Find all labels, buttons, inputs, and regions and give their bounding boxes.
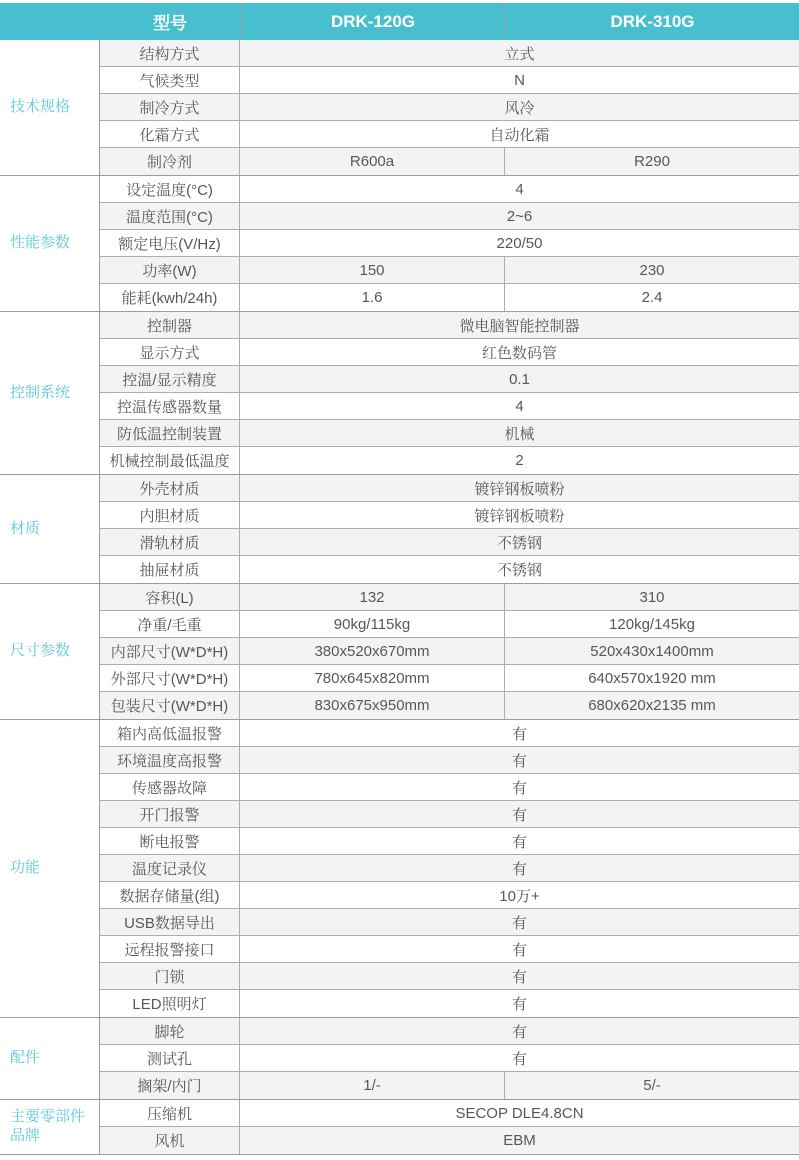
- row-label: 箱内高低温报警: [100, 720, 240, 746]
- category-cell: 技术规格: [0, 40, 100, 175]
- header-col-drk-120g: DRK-120G: [240, 3, 505, 40]
- row-label: 外部尺寸(W*D*H): [100, 665, 240, 691]
- row-label: 断电报警: [100, 828, 240, 854]
- row-value-shared: 有: [511, 1050, 527, 1068]
- row-value-drk-310g: 5/-: [643, 1077, 661, 1094]
- row-label: 净重/毛重: [100, 611, 240, 637]
- spec-row: [100, 828, 799, 855]
- section-rows: [100, 176, 799, 311]
- spec-row: [100, 393, 799, 420]
- spec-row: [100, 638, 799, 665]
- spec-section: [0, 312, 799, 475]
- row-label: 测试孔: [100, 1045, 240, 1071]
- spec-row: [100, 67, 799, 94]
- category-cell: 控制系统: [0, 312, 100, 474]
- row-value-drk-310g: 680x620x2135 mm: [588, 697, 716, 714]
- row-label: 内胆材质: [100, 502, 240, 528]
- row-value-shared: 风冷: [504, 99, 535, 117]
- row-value-drk-310g: 520x430x1400mm: [590, 642, 714, 660]
- row-value-shared: 10万+: [499, 887, 540, 905]
- row-value-shared: 220/50: [496, 234, 543, 252]
- row-label: 滑轨材质: [100, 529, 240, 555]
- spec-row: [100, 747, 799, 774]
- row-value-drk-310g: 640x570x1920 mm: [588, 669, 716, 687]
- row-value-shared: 微电脑智能控制器: [459, 317, 580, 335]
- row-label: 门锁: [100, 963, 240, 989]
- row-value-shared: 2~6: [506, 207, 533, 225]
- spec-row: [100, 882, 799, 909]
- spec-row: [100, 720, 799, 747]
- row-value-drk-310g: R290: [634, 153, 670, 170]
- row-label: 脚轮: [100, 1018, 240, 1044]
- row-value-drk-120g: 90kg/115kg: [240, 611, 505, 637]
- header-model-label: 型号: [153, 14, 187, 33]
- row-label: 气候类型: [100, 67, 240, 93]
- spec-row: [100, 94, 799, 121]
- spec-row: [100, 148, 799, 175]
- row-value-shared: 有: [511, 941, 527, 959]
- spec-row: [100, 774, 799, 801]
- row-label: 化霜方式: [100, 121, 240, 147]
- spec-row: [100, 447, 799, 474]
- spec-row: [100, 502, 799, 529]
- category-cell: 性能参数: [0, 176, 100, 311]
- row-label: 压缩机: [100, 1100, 240, 1126]
- row-label: 控制器: [100, 312, 240, 338]
- row-value-drk-310g: 2.4: [641, 289, 663, 306]
- row-label: 能耗(kwh/24h): [100, 284, 240, 311]
- category-cell: 配件: [0, 1018, 100, 1099]
- spec-section: [0, 475, 799, 584]
- row-label: 温度记录仪: [100, 855, 240, 881]
- category-cell: 功能: [0, 720, 100, 1017]
- spec-section: [0, 176, 799, 312]
- row-value-shared: 2: [515, 452, 524, 469]
- row-value-shared: 有: [511, 860, 527, 878]
- spec-row: [100, 420, 799, 447]
- row-value-shared: 4: [515, 180, 524, 198]
- spec-section: [0, 720, 799, 1018]
- spec-row: [100, 1127, 799, 1154]
- section-rows: [100, 312, 799, 474]
- row-label: 控温/显示精度: [100, 366, 240, 392]
- row-label: 内部尺寸(W*D*H): [100, 638, 240, 664]
- row-value-drk-310g: 230: [639, 261, 665, 279]
- spec-row: [100, 257, 799, 284]
- spec-row: [100, 312, 799, 339]
- spec-row: [100, 855, 799, 882]
- row-value-shared: 有: [511, 725, 527, 743]
- row-value-shared: SECOP DLE4.8CN: [455, 1104, 584, 1122]
- row-label: LED照明灯: [100, 990, 240, 1017]
- spec-row: [100, 936, 799, 963]
- spec-section: [0, 40, 799, 176]
- row-value-shared: 立式: [504, 45, 535, 63]
- row-label: 显示方式: [100, 339, 240, 365]
- row-value-drk-120g: 380x520x670mm: [240, 638, 505, 664]
- row-value-drk-120g: 830x675x950mm: [240, 692, 505, 719]
- row-value-shared: 有: [511, 752, 527, 770]
- section-rows: [100, 1018, 799, 1099]
- section-rows: [100, 40, 799, 175]
- row-label: 开门报警: [100, 801, 240, 827]
- row-value-drk-120g: 1/-: [240, 1072, 505, 1099]
- row-value-shared: 有: [511, 779, 527, 797]
- row-value-shared: 有: [511, 914, 527, 932]
- row-label: 结构方式: [100, 40, 240, 66]
- row-label: 制冷剂: [100, 148, 240, 175]
- spec-row: [100, 366, 799, 393]
- row-value-shared: 有: [511, 806, 527, 824]
- spec-row: [100, 529, 799, 556]
- spec-row: [100, 611, 799, 638]
- spec-row: [100, 176, 799, 203]
- row-label: 防低温控制装置: [100, 420, 240, 446]
- row-value-shared: 镀锌钢板喷粉: [474, 507, 565, 525]
- spec-row: [100, 584, 799, 611]
- row-value-drk-120g: R600a: [240, 148, 505, 175]
- spec-row: [100, 203, 799, 230]
- table-body: [0, 40, 799, 1155]
- spec-row: [100, 963, 799, 990]
- table-header: [0, 3, 799, 40]
- row-label: 包装尺寸(W*D*H): [100, 692, 240, 719]
- section-rows: [100, 584, 799, 719]
- row-label: 控温传感器数量: [100, 393, 240, 419]
- row-value-shared: 自动化霜: [489, 126, 550, 144]
- row-value-shared: EBM: [503, 1132, 536, 1149]
- row-value-shared: 4: [515, 397, 524, 415]
- row-value-shared: 不锈钢: [496, 562, 542, 579]
- row-label: 容积(L): [100, 584, 240, 610]
- row-value-shared: 有: [511, 1023, 527, 1041]
- spec-row: [100, 121, 799, 148]
- spec-row: [100, 665, 799, 692]
- row-label: 机械控制最低温度: [100, 447, 240, 474]
- row-label: 数据存储量(组): [100, 882, 240, 908]
- row-label: 环境温度高报警: [100, 747, 240, 773]
- row-label: 外壳材质: [100, 475, 240, 501]
- spec-row: [100, 1018, 799, 1045]
- section-rows: [100, 1100, 799, 1154]
- row-value-shared: N: [514, 71, 525, 89]
- spec-row: [100, 990, 799, 1017]
- row-value-shared: 0.1: [509, 370, 530, 388]
- row-value-drk-310g: 310: [639, 588, 665, 606]
- category-cell: 尺寸参数: [0, 584, 100, 719]
- row-value-shared: 有: [511, 996, 527, 1013]
- spec-section: [0, 584, 799, 720]
- row-value-drk-120g: 150: [240, 257, 505, 283]
- row-label: 搁架/内门: [100, 1072, 240, 1099]
- spec-row: [100, 692, 799, 719]
- category-cell: 材质: [0, 475, 100, 583]
- spec-row: [100, 801, 799, 828]
- spec-row: [100, 230, 799, 257]
- row-value-drk-310g: 120kg/145kg: [609, 615, 695, 633]
- row-value-drk-120g: 132: [240, 584, 505, 610]
- spec-row: [100, 909, 799, 936]
- spec-section: [0, 1018, 799, 1100]
- row-value-shared: 机械: [504, 425, 535, 443]
- row-label: 温度范围(°C): [100, 203, 240, 229]
- spec-row: [100, 556, 799, 583]
- row-label: 功率(W): [100, 257, 240, 283]
- row-value-drk-120g: 1.6: [240, 284, 505, 311]
- row-label: 设定温度(°C): [100, 176, 240, 202]
- row-label: 额定电压(V/Hz): [100, 230, 240, 256]
- section-rows: [100, 475, 799, 583]
- spec-row: [100, 40, 799, 67]
- row-value-shared: 镀锌钢板喷粉: [474, 480, 565, 498]
- spec-section: [0, 1100, 799, 1155]
- row-label: 制冷方式: [100, 94, 240, 120]
- row-value-shared: 有: [511, 968, 527, 986]
- header-col-drk-310g: DRK-310G: [505, 3, 799, 40]
- row-label: 传感器故障: [100, 774, 240, 800]
- row-value-shared: 有: [511, 833, 527, 851]
- row-value-shared: 不锈钢: [496, 534, 542, 552]
- row-value-drk-120g: 780x645x820mm: [240, 665, 505, 691]
- row-label: 风机: [100, 1127, 240, 1154]
- row-label: USB数据导出: [100, 909, 240, 935]
- spec-row: [100, 475, 799, 502]
- spec-row: [100, 339, 799, 366]
- section-rows: [100, 720, 799, 1017]
- spec-row: [100, 1045, 799, 1072]
- row-value-shared: 红色数码管: [481, 344, 557, 362]
- category-cell: 主要零部件品牌: [0, 1100, 100, 1154]
- spec-row: [100, 1072, 799, 1099]
- spec-row: [100, 284, 799, 311]
- row-label: 抽屉材质: [100, 556, 240, 583]
- row-label: 远程报警接口: [100, 936, 240, 962]
- spec-row: [100, 1100, 799, 1127]
